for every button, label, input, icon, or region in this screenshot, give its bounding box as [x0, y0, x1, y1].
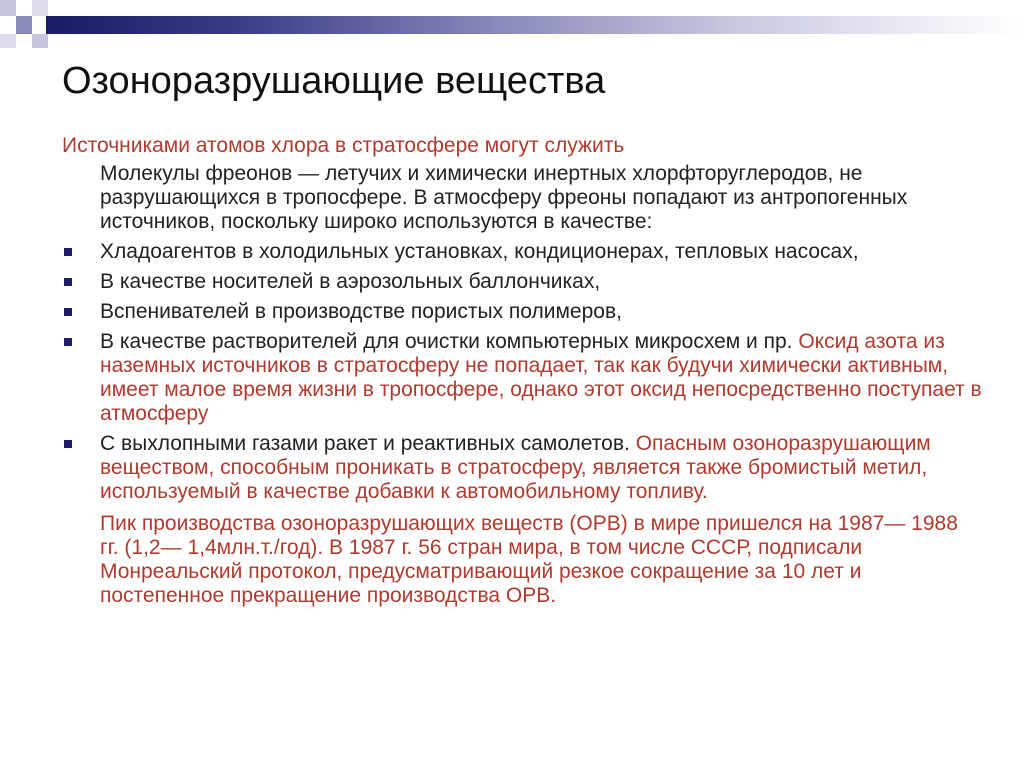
- bullet-text: С выхлопными газами ракет и реактивных самолетов.: [100, 432, 630, 455]
- slide-content: [62, 134, 982, 608]
- decor-square: [46, 16, 62, 34]
- decor-square: [0, 34, 16, 48]
- list-item: [62, 330, 982, 426]
- final-paragraph: Пик производства озоноразрушающих веществ (ОРВ) в мире пришелся на 1987— 1988 гг. (1,2— 1,4млн.т./год). В 1987 г. 56 стран мира, в том числе СССР, подписали Монреальский протокол, предусматривающий резкое сокращение за 10 лет и постепенное прекращение производства ОРВ.: [100, 512, 958, 607]
- square-bullet-icon: [64, 278, 72, 286]
- slide-title: Озоноразрушающие вещества: [62, 60, 606, 102]
- bullet-highlight-text: Опасным озоноразрушающим веществом, способным проникать в стратосферу, является также бромистый метил, используемый в качестве добавки к автомобильному топливу.: [100, 432, 931, 503]
- bullet-highlight-text: Оксид азота из наземных источников в стратосферу не попадает, так как будучи химически активным, имеет малое время жизни в тропосфере, однако этот оксид непосредственно поступает в атмосферу: [100, 330, 982, 425]
- intro-paragraph: Молекулы фреонов — летучих и химически инертных хлорфторуглеродов, не разрушающихся в тропосфере. В атмосферу фреоны попадают из антропогенных источников, поскольку широко используются в качестве:: [100, 162, 908, 233]
- decor-square: [16, 16, 32, 34]
- header-gradient-bar: [62, 16, 1024, 34]
- bullet-text: В качестве растворителей для очистки компьютерных микросхем и пр.: [100, 330, 793, 353]
- square-bullet-icon: [64, 440, 72, 448]
- bullet-text: Вспенивателей в производстве пористых полимеров,: [100, 300, 622, 323]
- decorative-header: [0, 0, 1024, 60]
- square-bullet-icon: [64, 308, 72, 316]
- intro-heading: Источниками атомов хлора в стратосфере могут служить: [62, 134, 625, 157]
- list-item: [62, 270, 982, 294]
- list-item: [62, 432, 982, 504]
- list-item: [62, 300, 982, 324]
- decor-square: [32, 0, 48, 16]
- bullet-text: В качестве носителей в аэрозольных баллончиках,: [100, 270, 601, 293]
- square-bullet-icon: [64, 338, 72, 346]
- square-bullet-icon: [64, 248, 72, 256]
- decor-square: [0, 0, 16, 16]
- decor-square: [32, 34, 48, 48]
- bullet-list: [62, 240, 982, 504]
- bullet-text: Хладоагентов в холодильных установках, кондиционерах, тепловых насосах,: [100, 240, 859, 263]
- list-item: [62, 240, 982, 264]
